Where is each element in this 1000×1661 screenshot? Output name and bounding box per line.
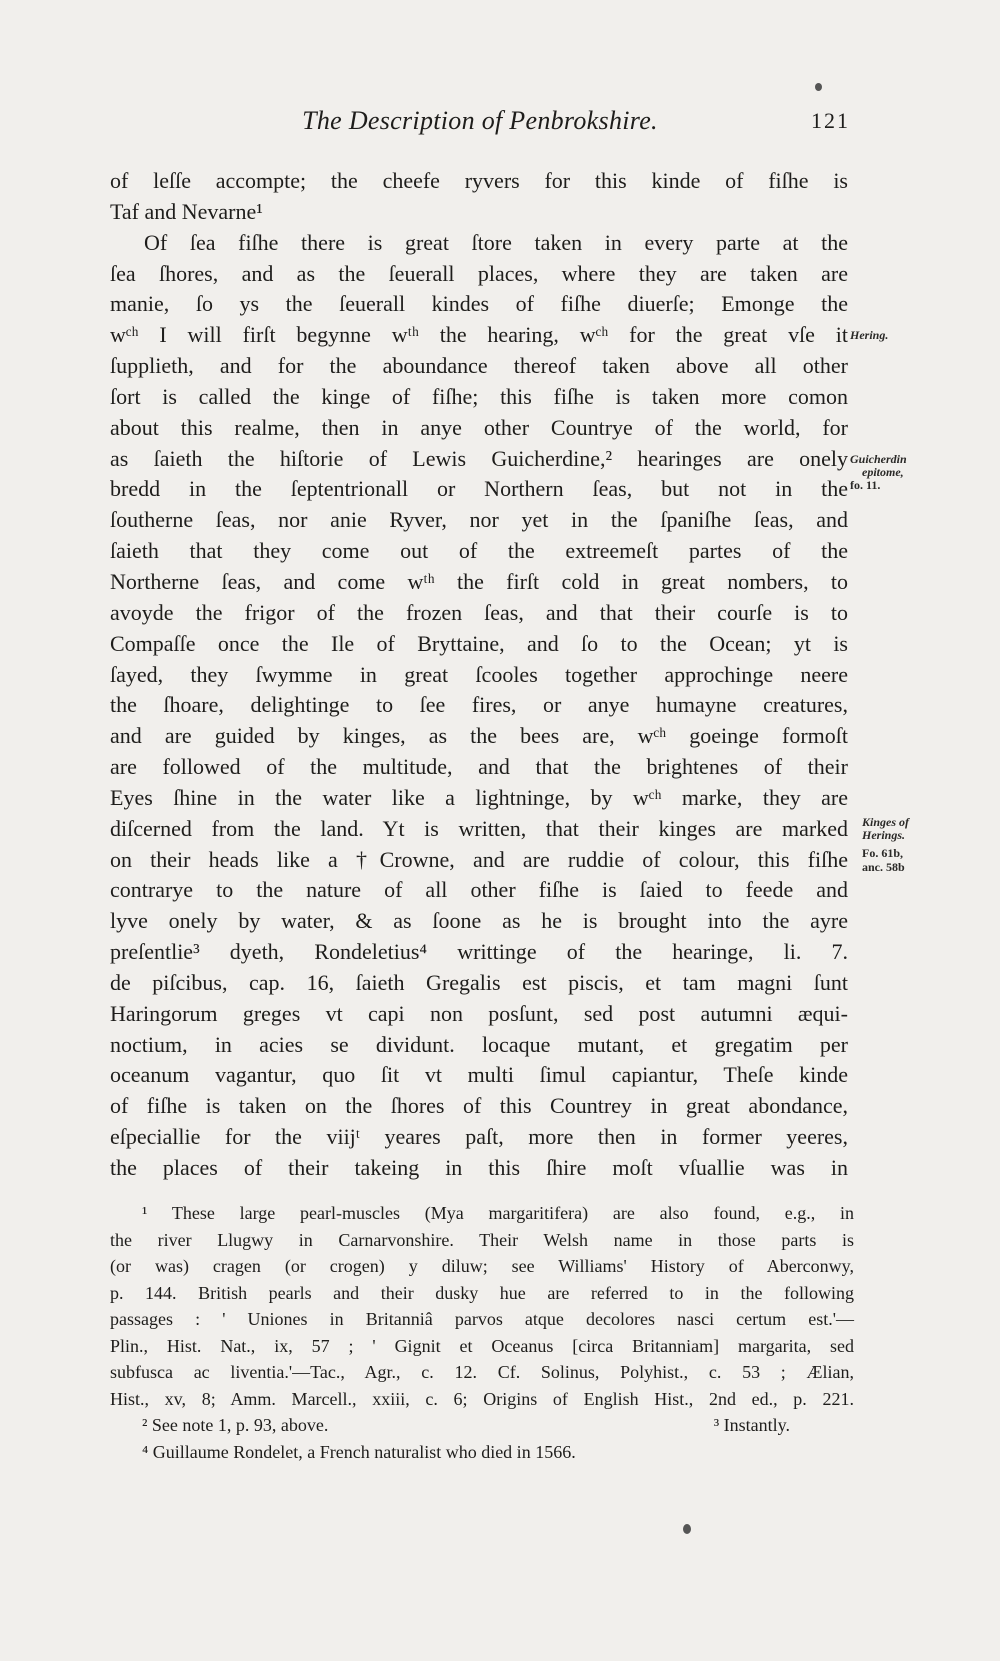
body-text xyxy=(110,166,848,1184)
footnotes xyxy=(110,1200,854,1465)
text-line: the places of their takeing in this ſhire moſt vſuallie was in xyxy=(110,1155,848,1180)
text-line: Haringorum greges vt capi non posſunt, sed post autumni æqui- xyxy=(110,1000,848,1026)
margin-note-guicherdin: Guicherdin xyxy=(850,452,907,466)
text-line: lyve onely by water, & as ſoone as he is brought into the ayre xyxy=(110,908,848,934)
margin-note-kinges: Kinges of xyxy=(862,815,910,829)
text-line: ſupplieth, and for the aboundance thereof taken above all other xyxy=(110,353,848,379)
text-line: de piſcibus, cap. 16, ſaieth Gregalis est piscis, et tam magni ſunt xyxy=(110,969,848,995)
text-line: ſayed, they ſwymme in great ſcooles together approchinge neere xyxy=(110,661,848,687)
footnote-line: the river Llugwy in Carnarvonshire. Their Welsh name in those parts is xyxy=(110,1229,854,1250)
text-line: of fiſhe is taken on the ſhores of this Countrey in great abondance, xyxy=(110,1093,848,1119)
text-line: manie, ſo ys the ſeuerall kindes of fiſhe diuerſe; Emonge the xyxy=(110,291,848,317)
footnote-line: Hist., xv, 8; Amm. Marcell., xxiii, c. 6; Origins of English Hist., 2nd ed., p. 221. xyxy=(110,1388,854,1409)
text-line: are followed of the multitude, and that the brightenes of their xyxy=(110,754,848,780)
margin-note-epitome: epitome, xyxy=(862,465,904,479)
text-line: Compaſſe once the Ile of Bryttaine, and ſo to the Ocean; yt is xyxy=(110,630,848,656)
footnote-row-2-3 xyxy=(110,1412,854,1439)
margin-note-fo: Fo. 61b, xyxy=(862,846,904,860)
margin-note-folio: fo. 11. xyxy=(850,478,881,492)
text-line: ſoutherne ſeas, nor anie Ryver, nor yet in the ſpaniſhe ſeas, and xyxy=(110,507,848,533)
text-line: as ſaieth the hiſtorie of Lewis Guicherdine,² hearinges are onely xyxy=(110,445,848,471)
text-line: Northerne ſeas, and come wᵗʰ the firſt cold in great nombers, to xyxy=(110,568,848,594)
footnote-3: ³ Instantly. xyxy=(713,1415,790,1435)
text-line: and are guided by kinges, as the bees are, wᶜʰ goeinge formoſt xyxy=(110,723,848,749)
margin-note-herings: Herings. xyxy=(862,828,906,842)
ink-speck xyxy=(815,83,822,91)
footnote-line: subfusca ac liventia.'—Tac., Agr., c. 12. Cf. Solinus, Polyhist., c. 53 ; Ælian, xyxy=(110,1362,854,1382)
text-line: wᶜʰ I will firſt begynne wᵗʰ the hearing, wᶜʰ for the great vſe it xyxy=(110,322,848,348)
footnote-line: ¹ These large pearl-muscles (Mya margaritifera) are also found, e.g., in xyxy=(142,1203,854,1223)
text-line: about this realme, then in anye other Countrye of the world, for xyxy=(110,414,848,440)
footnote-1 xyxy=(110,1200,854,1412)
ink-speck xyxy=(683,1524,691,1534)
text-line: diſcerned from the land. Yt is written, that their kinges are marked xyxy=(110,815,848,841)
footnote-line: (or was) cragen (or crogen) y diluw; see Williams' History of Aberconwy, xyxy=(110,1256,854,1276)
text-line: the ſhoare, delightinge to ſee fires, or anye humayne creatures, xyxy=(110,692,848,718)
text-line: oceanum vagantur, quo ſit vt multi ſimul capiantur, Theſe kinde xyxy=(110,1062,848,1088)
footnote-line: passages : ' Uniones in Britanniâ parvos atque decolores nasci certum est.'— xyxy=(110,1309,854,1329)
footnote-4: ⁴ Guillaume Rondelet, a French naturalist who died in 1566. xyxy=(142,1441,576,1462)
text-line: contrarye to the nature of all other fiſhe is ſaied to feede and xyxy=(110,877,848,903)
text-line: ſaieth that they come out of the extreemeſt partes of the xyxy=(110,538,848,564)
text-line: Of ſea fiſhe there is great ſtore taken in every parte at the xyxy=(144,229,848,255)
text-line: bredd in the ſeptentrionall or Northern ſeas, but not in the xyxy=(110,476,848,502)
text-line: on their heads like a †Crowne, and are ruddie of colour, this fiſhe xyxy=(110,846,848,872)
text-line: of leſſe accompte; the cheefe ryvers for this kinde of fiſhe is xyxy=(110,168,848,193)
footnote-2: ² See note 1, p. 93, above. xyxy=(142,1415,329,1435)
text-line: ſort is called the kinge of fiſhe; this fiſhe is taken more comon xyxy=(110,383,848,409)
text-line: avoyde the frigor of the frozen ſeas, and that their courſe is to xyxy=(110,599,848,625)
text-line: eſpeciallie for the viijᵗ yeares paſt, more then in former yeeres, xyxy=(110,1124,848,1150)
text-line: preſentlie³ dyeth, Rondeletius⁴ writtinge of the hearinge, li. 7. xyxy=(110,939,848,965)
margin-note-anc: anc. 58b xyxy=(862,860,905,874)
page-number: 121 xyxy=(811,108,850,133)
footnote-line: p. 144. British pearls and their dusky hue are referred to in the following xyxy=(110,1282,854,1303)
footnote-line: Plin., Hist. Nat., ix, 57 ; ' Gignit et Oceanus [circa Britanniam] margarita, sed xyxy=(110,1335,854,1356)
margin-note-hering: Hering. xyxy=(850,328,889,342)
running-title: The Description of Penbrokshire. xyxy=(302,106,658,135)
text-line: noctium, in acies se dividunt. locaque mutant, et gregatim per xyxy=(110,1031,848,1057)
text-line: Eyes ſhine in the water like a lightninge, by wᶜʰ marke, they are xyxy=(110,784,848,810)
text-line: ſea ſhores, and as the ſeuerall places, where they are taken are xyxy=(110,260,848,286)
text-line: Taf and Nevarne¹ xyxy=(110,198,263,224)
page-header xyxy=(110,106,850,146)
